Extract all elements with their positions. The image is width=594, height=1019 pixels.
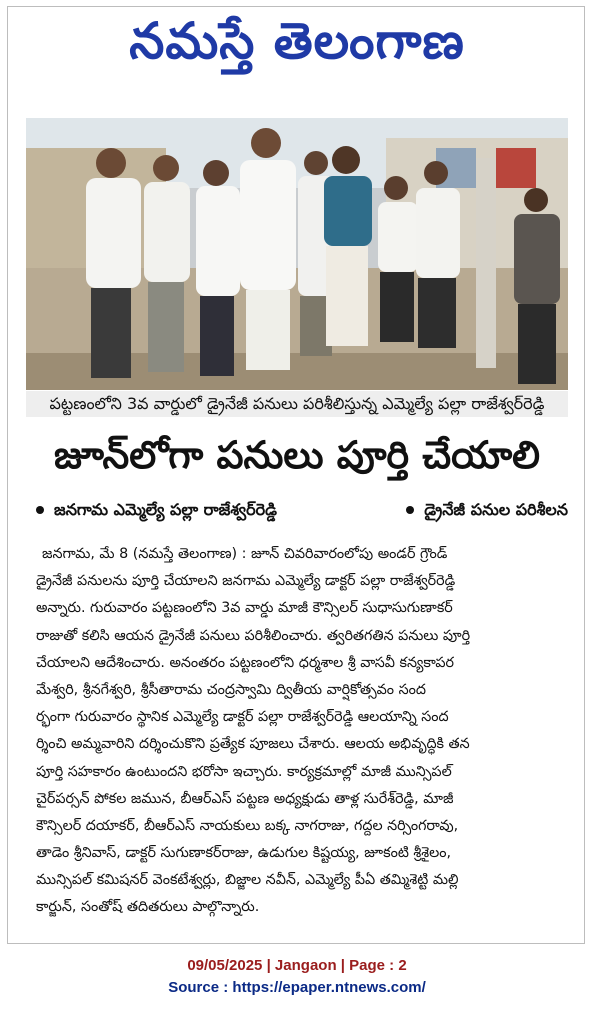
body-line: చైర్‌పర్సన్ పోకల జమున, బీఆర్‌ఎస్ పట్టణ అధ్యక్షుడు తాళ్ల సురేశ్‌రెడ్డి, మాజీ [36,790,454,807]
article-headline: జూన్‌లోగా పనులు పూర్తి చేయాలి [53,433,541,477]
body-line: తాడెం శ్రీనివాస్, డాక్టర్ సుగుణాకర్‌రాజు, ఉడుగుల కిష్టయ్య, జూకంటి శ్రీశైలం, [36,845,452,862]
bullet-icon [36,506,44,514]
newspaper-masthead: నమస్తే తెలంగాణ [129,11,465,70]
news-photo-illustration [26,118,568,390]
body-line: కౌన్సిలర్ దయాకర్, బీఆర్‌ఎస్ నాయకులు బక్క నాగరాజు, గద్దల నర్సింగరావు, [36,817,459,834]
body-line: రాజుతో కలిసి ఆయన డ్రైనేజీ పనులు పరిశీలించారు. త్వరితగతిన పనులు పూర్తి [36,627,471,644]
body-line: మేశ్వరి, శ్రీనగేశ్వరి, శ్రీసీతారామ చంద్రస్వామి ద్వితీయ వార్షికోత్సవం సంద [36,681,426,698]
body-line: కార్జున్, సంతోష్ తదితరులు పాల్గొన్నారు. [36,899,260,916]
subhead-text: జనగామ ఎమ్మెల్యే పల్లా రాజేశ్వర్‌రెడ్డి [54,500,277,519]
photo-caption: పట్టణంలోని 3వ వార్డులో డ్రైనేజీ పనులు పరిశీలిస్తున్న ఎమ్మెల్యే పల్లా రాజేశ్వర్‌రెడ్డి [26,391,568,417]
edition-line: 09/05/2025 | Jangaon | Page : 2 [187,957,407,974]
clipping-footer [0,955,594,999]
news-photo [26,118,568,390]
body-line: ర్భంగా గురువారం స్థానిక ఎమ్మెల్యే డాక్టర్ పల్లా రాజేశ్వర్‌రెడ్డి ఆలయాన్ని సంద [36,709,449,726]
subhead-item [396,497,568,523]
article-body [36,541,560,922]
article-subheads [26,497,568,523]
cut-off-text-fragment [120,931,450,939]
body-line: మున్సిపల్ కమిషనర్ వెంకటేశ్వర్లు, బిజ్జాల నవీన్, ఎమ్మెల్యే పీఏ తమ్మిశెట్టి మల్లి [36,872,459,889]
body-line: పూర్తి సహకారం ఉంటుందని భరోసా ఇచ్చారు. కార్యక్రమాల్లో మాజీ మున్సిపల్ [36,763,452,780]
body-line: డ్రైనేజీ పనులను పూర్తి చేయాలని జనగామ ఎమ్మెల్యే డాక్టర్ పల్లా రాజేశ్వర్‌రెడ్డి [36,573,456,590]
body-line: ర్శించి అమ్మవారిని దర్శించుకొని ప్రత్యేక పూజలు చేశారు. ఆలయ అభివృద్ధికి తన [36,736,470,753]
cut-off-text-marks [120,938,450,939]
body-line: జనగామ, మే 8 (నమస్తే తెలంగాణ) : జూన్ చివరివారంలోపు అండర్ గ్రౌండ్ [42,546,448,562]
subhead-text: డ్రైనేజీ పనుల పరిశీలన [424,500,568,519]
body-line: చేయాలని ఆదేశించారు. అనంతరం పట్టణంలోని ధర్మశాల శ్రీ వాసవీ కన్యకాపర [36,654,454,671]
body-line: అన్నారు. గురువారం పట్టణంలోని 3వ వార్డు మాజీ కౌన్సిలర్ సుధాసుగుణాకర్ [36,600,453,617]
source-line: Source : https://epaper.ntnews.com/ [168,979,426,996]
bullet-icon [406,506,414,514]
subhead-item [26,497,277,523]
